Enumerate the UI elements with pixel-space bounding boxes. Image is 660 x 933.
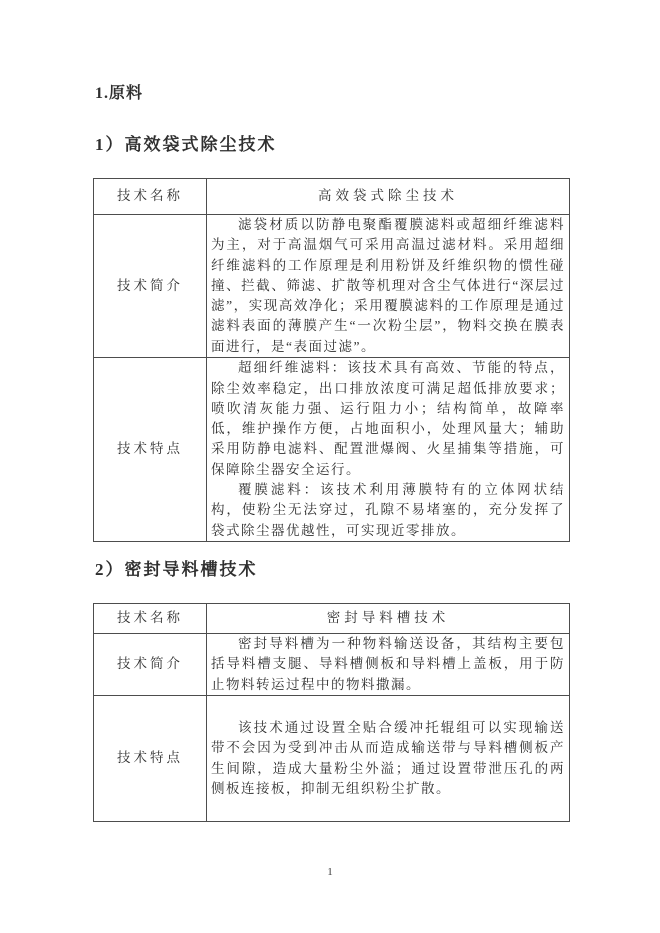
paragraph: 滤袋材质以防静电聚酯覆膜滤料或超细纤维滤料为主，对于高温烟气可采用高温过滤材料。采用超细纤维滤料的工作原理是利用粉饼及纤维织物的惯性碰撞、拦截、筛滤、扩散等机理对含尘气体进行“深层过滤”，实现高效净化；采用覆膜滤料的工作原理是通过滤料表面的薄膜产生“一次粉尘层”，物料交换在膜表面进行，是“表面过滤”。 [211,217,565,354]
tech-intro-text [207,215,570,358]
tech-name-label: 技术名称 [94,179,207,215]
tech-name-value: 密封导料槽技术 [207,604,570,634]
tech-name-value: 高效袋式除尘技术 [207,179,570,215]
table-row [94,634,570,696]
heading-raw-materials: 1.原料 [95,85,144,102]
paragraph: 密封导料槽为一种物料输送设备，其结构主要包括导料槽支腿、导料槽侧板和导料槽上盖板，用于防止物料转运过程中的物料撒漏。 [211,636,565,692]
tech-features-label: 技术特点 [94,696,207,822]
paragraph: 覆膜滤料：该技术利用薄膜特有的立体网状结构，使粉尘无法穿过，孔隙不易堵塞的，充分发挥了袋式除尘器优越性，可实现近零排放。 [211,482,565,538]
tech-features-text [207,358,570,542]
tech-features-text [207,696,570,822]
table-row [94,604,570,634]
table-row [94,179,570,215]
table-row [94,215,570,358]
table-row [94,358,570,542]
tech-intro-label: 技术简介 [94,634,207,696]
table-row [94,696,570,822]
tech-features-label: 技术特点 [94,358,207,542]
tech-table-sealed-chute [93,603,570,822]
page-number: 1 [327,866,333,878]
section-2-heading: 2）密封导料槽技术 [95,560,258,579]
tech-intro-text [207,634,570,696]
paragraph: 该技术通过设置全贴合缓冲托辊组可以实现输送带不会因为受到冲击从而造成输送带与导料槽侧板产生间隙，造成大量粉尘外溢；通过设置带泄压孔的两侧板连接板，抑制无组织粉尘扩散。 [211,719,565,796]
tech-intro-label: 技术简介 [94,215,207,358]
tech-table-bag-dust-removal [93,178,570,542]
section-1-heading: 1）高效袋式除尘技术 [95,135,277,154]
tech-name-label: 技术名称 [94,604,207,634]
paragraph: 超细纤维滤料：该技术具有高效、节能的特点，除尘效率稳定，出口排放浓度可满足超低排放要求；喷吹清灰能力强、运行阻力小；结构简单，故障率低，维护操作方便，占地面积小，处理风量大；辅助采用防静电滤料、配置泄爆阀、火星捕集等措施，可保障除尘器安全运行。 [211,360,565,477]
